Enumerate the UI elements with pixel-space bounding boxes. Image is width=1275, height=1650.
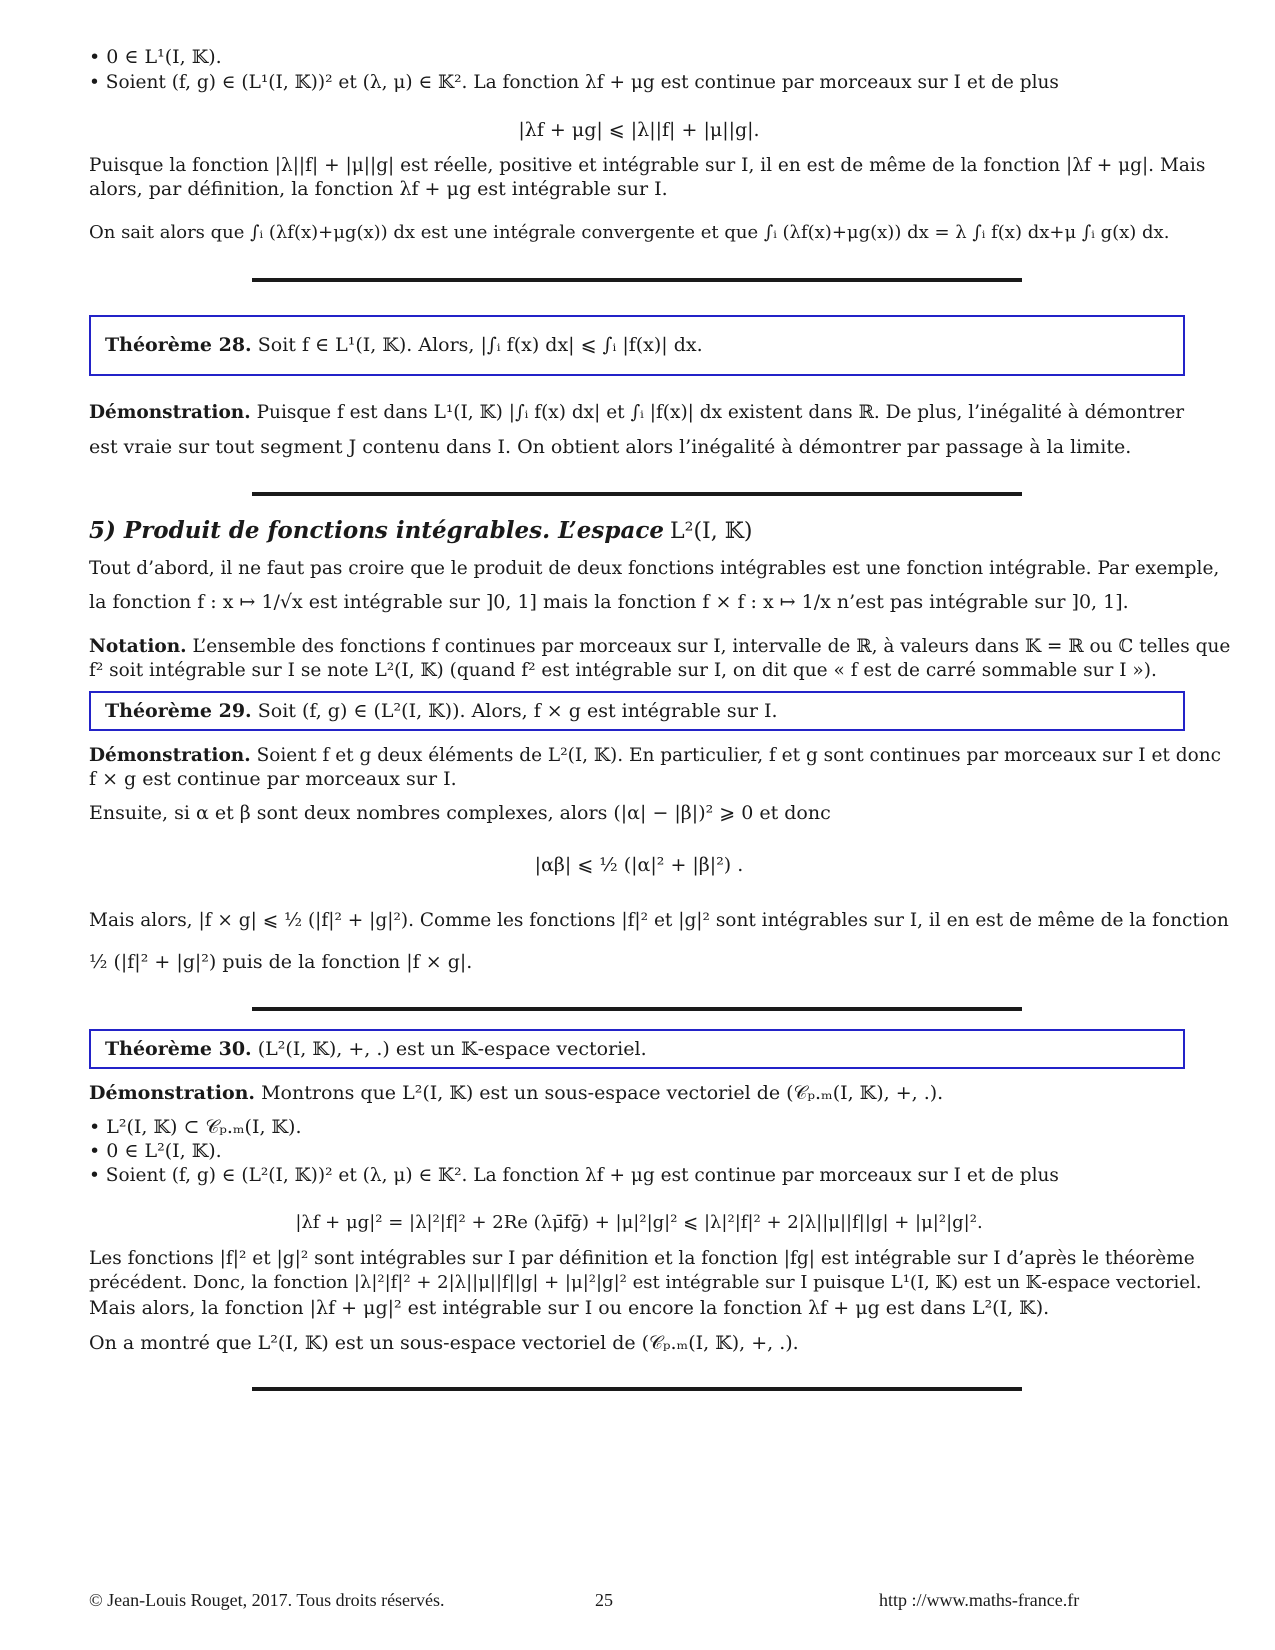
demonstration-label: Démonstration. <box>89 1082 256 1104</box>
section-title-math: L²(I, 𝕂) <box>670 519 753 544</box>
footer-copyright: © Jean-Louis Rouget, 2017. Tous droits réservés. <box>89 1590 445 1610</box>
section-divider <box>252 492 1022 496</box>
paragraph-line: f × g est continue par morceaux sur I. <box>89 768 457 790</box>
paragraph-line: Mais alors, la fonction |λf + μg|² est intégrable sur I ou encore la fonction λf + μg est dans L²(I, 𝕂). <box>89 1297 1050 1319</box>
demonstration-text: Puisque f est dans L¹(I, 𝕂) |∫ᵢ f(x) dx| et ∫ᵢ |f(x)| dx existent dans ℝ. De plus, l’inégalité à démontrer <box>256 402 1185 423</box>
demonstration-label: Démonstration. <box>89 745 251 766</box>
theorem-label: Théorème 30. <box>105 1038 252 1060</box>
demonstration-text: Soient f et g deux éléments de L²(I, 𝕂). En particulier, f et g sont continues par morceaux sur I et donc <box>256 745 1221 766</box>
equation-triangle-inequality: |λf + μg| ⩽ |λ||f| + |μ||g|. <box>518 119 760 141</box>
paragraph-line: Ensuite, si α et β sont deux nombres complexes, alors (|α| − |β|)² ⩾ 0 et donc <box>89 802 831 824</box>
theorem-30-box <box>89 1029 1185 1069</box>
section-title: 5) Produit de fonctions intégrables. L’espace <box>89 517 664 544</box>
paragraph-line: précédent. Donc, la fonction |λ|²|f|² + 2|λ||μ||f||g| + |μ|²|g|² est intégrable sur I puisque L¹(I, 𝕂) est un 𝕂-espace vectoriel. <box>89 1272 1202 1293</box>
theorem-29-box <box>89 691 1185 731</box>
paragraph-line: est vraie sur tout segment J contenu dans I. On obtient alors l’inégalité à démontrer par passage à la limite. <box>89 436 1132 458</box>
theorem-statement: Soit f ∈ L¹(I, 𝕂). Alors, |∫ᵢ f(x) dx| ⩽ ∫ᵢ |f(x)| dx. <box>257 334 703 356</box>
demonstration-29-line <box>89 743 1221 768</box>
theorem-label: Théorème 28. <box>105 334 252 356</box>
theorem-statement: Soit (f, g) ∈ (L²(I, 𝕂)). Alors, f × g est intégrable sur I. <box>257 700 778 722</box>
notation-text: L’ensemble des fonctions f continues par morceaux sur I, intervalle de ℝ, à valeurs dans 𝕂 = ℝ ou ℂ telles que <box>192 636 1231 657</box>
paragraph-integral-linearity: On sait alors que ∫ᵢ (λf(x)+μg(x)) dx est une intégrale convergente et que ∫ᵢ (λf(x)+μg(x)) dx = λ ∫ᵢ f(x) dx+μ ∫ᵢ g(x) dx. <box>89 222 1170 243</box>
theorem-label: Théorème 29. <box>105 700 252 722</box>
paragraph-line: Tout d’abord, il ne faut pas croire que le produit de deux fonctions intégrables est une fonction intégrable. Par exemple, <box>89 558 1220 579</box>
demonstration-28-line <box>89 400 1184 425</box>
paragraph-line: On a montré que L²(I, 𝕂) est un sous-espace vectoriel de (𝒞ₚ.ₘ(I, 𝕂), +, .). <box>89 1332 799 1354</box>
section-divider <box>252 1007 1022 1011</box>
equation-square-expansion: |λf + μg|² = |λ|²|f|² + 2Re (λμ̄fḡ) + |μ|²|g|² ⩽ |λ|²|f|² + 2|λ||μ||f||g| + |μ|²|g|². <box>295 1212 983 1233</box>
bullet-inclusion: • L²(I, 𝕂) ⊂ 𝒞ₚ.ₘ(I, 𝕂). <box>89 1116 302 1138</box>
notation-label: Notation. <box>89 636 187 657</box>
notation-line <box>89 634 1230 659</box>
equation-product-bound: |αβ| ⩽ ½ (|α|² + |β|²) . <box>534 854 744 876</box>
demonstration-label: Démonstration. <box>89 402 251 423</box>
bullet-zero-in-l1: • 0 ∈ L¹(I, 𝕂). <box>89 46 222 68</box>
demonstration-30-line <box>89 1081 943 1106</box>
theorem-28-box <box>89 315 1185 376</box>
paragraph-line: alors, par définition, la fonction λf + μg est intégrable sur I. <box>89 178 668 200</box>
paragraph-line: Les fonctions |f|² et |g|² sont intégrables sur I par définition et la fonction |fg| est intégrable sur I d’après le théorème <box>89 1248 1195 1269</box>
paragraph-line: la fonction f : x ↦ 1/√x est intégrable sur ]0, 1] mais la fonction f × f : x ↦ 1/x n’est pas intégrable sur ]0, 1]. <box>89 591 1129 613</box>
section-divider <box>252 278 1022 282</box>
paragraph-line: ½ (|f|² + |g|²) puis de la fonction |f × g|. <box>89 951 473 973</box>
paragraph-line: f² soit intégrable sur I se note L²(I, 𝕂) (quand f² est intégrable sur I, on dit que « f est de carré sommable sur I »). <box>89 660 1157 681</box>
bullet-zero-in-l2: • 0 ∈ L²(I, 𝕂). <box>89 1140 222 1162</box>
footer-page-number: 25 <box>595 1590 613 1610</box>
section-divider <box>252 1387 1022 1391</box>
bullet-soient-l2: • Soient (f, g) ∈ (L²(I, 𝕂))² et (λ, μ) ∈ 𝕂². La fonction λf + μg est continue par morceaux sur I et de plus <box>89 1165 1059 1186</box>
section-heading <box>89 518 752 545</box>
bullet-soient-l1: • Soient (f, g) ∈ (L¹(I, 𝕂))² et (λ, μ) ∈ 𝕂². La fonction λf + μg est continue par morceaux sur I et de plus <box>89 72 1059 93</box>
document-page <box>89 0 1231 1650</box>
theorem-statement: (L²(I, 𝕂), +, .) est un 𝕂-espace vectoriel. <box>257 1038 647 1060</box>
paragraph-line: Puisque la fonction |λ||f| + |μ||g| est réelle, positive et intégrable sur I, il en est de même de la fonction |λf + μg|. Mais <box>89 155 1206 176</box>
paragraph-line: Mais alors, |f × g| ⩽ ½ (|f|² + |g|²). Comme les fonctions |f|² et |g|² sont intégrables sur I, il en est de même de la fonction <box>89 910 1229 931</box>
demonstration-text: Montrons que L²(I, 𝕂) est un sous-espace vectoriel de (𝒞ₚ.ₘ(I, 𝕂), +, .). <box>261 1082 944 1104</box>
footer-url-link[interactable]: http ://www.maths-france.fr <box>879 1590 1080 1610</box>
